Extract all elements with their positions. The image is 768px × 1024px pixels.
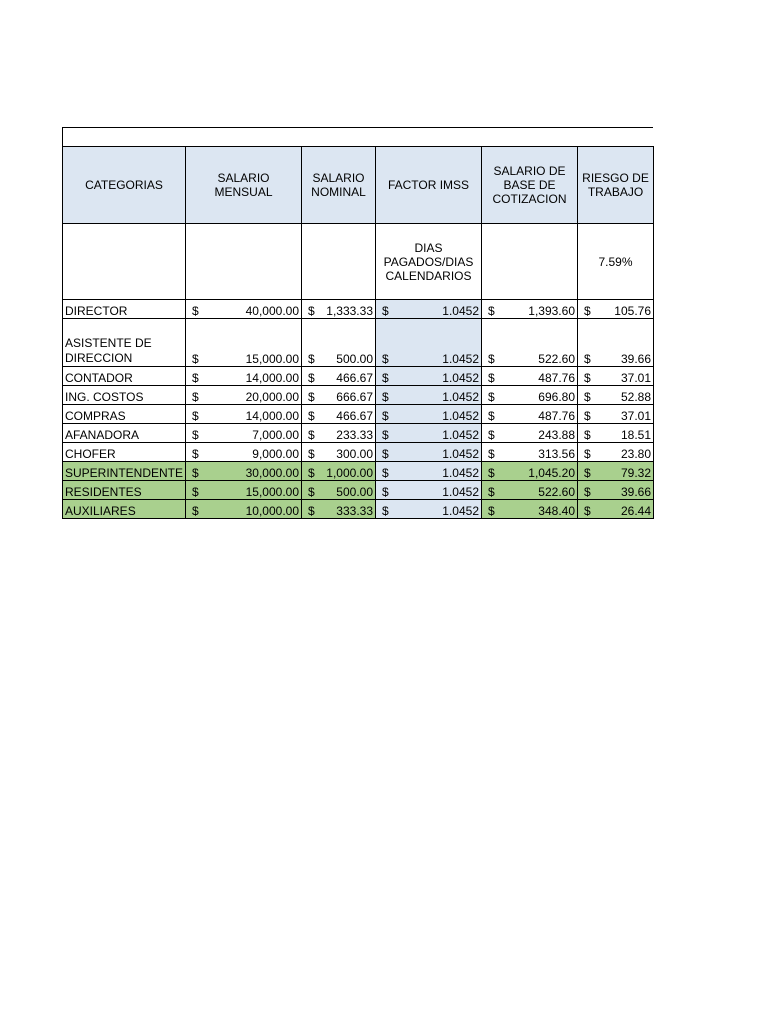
currency-symbol: $ — [382, 371, 389, 385]
amount: 333.33 — [336, 504, 373, 518]
amount: 20,000.00 — [245, 390, 299, 404]
currency-value — [484, 428, 575, 442]
amount: 500.00 — [336, 352, 373, 366]
currency-symbol: $ — [382, 447, 389, 461]
salario-mensual-cell[interactable] — [186, 367, 302, 386]
header-row — [63, 147, 654, 224]
salario-base-cell[interactable] — [482, 386, 578, 405]
currency-value — [580, 485, 651, 499]
currency-symbol: $ — [584, 390, 591, 404]
amount: 9,000.00 — [252, 447, 299, 461]
amount: 696.80 — [538, 390, 575, 404]
currency-value — [580, 504, 651, 518]
currency-value — [188, 447, 299, 461]
header-salario-nominal[interactable]: SALARIO NOMINAL — [302, 147, 376, 224]
currency-value — [188, 485, 299, 499]
riesgo-cell[interactable] — [578, 462, 654, 481]
currency-symbol: $ — [584, 304, 591, 318]
currency-value — [484, 409, 575, 423]
factor-imss-cell[interactable] — [376, 367, 482, 386]
amount: 10,000.00 — [245, 504, 299, 518]
currency-value — [378, 409, 479, 423]
currency-symbol: $ — [308, 390, 315, 404]
salario-base-cell[interactable] — [482, 405, 578, 424]
salario-base-cell[interactable] — [482, 500, 578, 519]
currency-symbol: $ — [488, 304, 495, 318]
currency-symbol: $ — [488, 447, 495, 461]
currency-symbol: $ — [192, 428, 199, 442]
salario-mensual-cell[interactable] — [186, 405, 302, 424]
currency-value — [188, 304, 299, 318]
subheader-empty-cell[interactable] — [302, 224, 376, 300]
category-cell[interactable]: CONTADOR — [63, 367, 186, 386]
salario-nominal-cell[interactable] — [302, 462, 376, 481]
currency-symbol: $ — [308, 428, 315, 442]
table-row — [63, 367, 654, 386]
currency-symbol: $ — [308, 447, 315, 461]
salario-mensual-cell[interactable] — [186, 443, 302, 462]
salario-mensual-cell[interactable] — [186, 462, 302, 481]
currency-value — [188, 390, 299, 404]
currency-value — [378, 371, 479, 385]
currency-symbol: $ — [308, 304, 315, 318]
riesgo-cell[interactable] — [578, 319, 654, 367]
currency-symbol: $ — [382, 390, 389, 404]
amount: 1.0452 — [442, 485, 479, 499]
table-row — [63, 319, 654, 367]
currency-value — [304, 447, 373, 461]
currency-value — [378, 447, 479, 461]
category-cell[interactable]: RESIDENTES — [63, 481, 186, 500]
currency-value — [304, 371, 373, 385]
currency-value — [378, 304, 479, 318]
currency-value — [304, 466, 373, 480]
salario-mensual-cell[interactable] — [186, 424, 302, 443]
amount: 7,000.00 — [252, 428, 299, 442]
table-row — [63, 405, 654, 424]
currency-symbol: $ — [192, 504, 199, 518]
currency-value — [484, 447, 575, 461]
category-cell[interactable]: AUXILIARES — [63, 500, 186, 519]
amount: 233.33 — [336, 428, 373, 442]
currency-symbol: $ — [382, 304, 389, 318]
salario-base-cell[interactable] — [482, 481, 578, 500]
salario-nominal-cell[interactable] — [302, 424, 376, 443]
amount: 39.66 — [620, 485, 651, 499]
currency-value — [304, 304, 373, 318]
amount: 52.88 — [620, 390, 651, 404]
header-salario-mensual[interactable]: SALARIO MENSUAL — [186, 147, 302, 224]
currency-value — [304, 390, 373, 404]
factor-imss-cell[interactable] — [376, 386, 482, 405]
riesgo-cell[interactable] — [578, 367, 654, 386]
amount: 79.32 — [620, 466, 651, 480]
amount: 39.66 — [620, 352, 651, 366]
amount: 1,393.60 — [528, 304, 575, 318]
salario-nominal-cell[interactable] — [302, 481, 376, 500]
currency-value — [580, 447, 651, 461]
subheader-empty-cell[interactable] — [482, 224, 578, 300]
spreadsheet — [62, 127, 653, 519]
salario-nominal-cell[interactable] — [302, 300, 376, 319]
currency-symbol: $ — [488, 504, 495, 518]
currency-value — [188, 409, 299, 423]
factor-imss-cell[interactable] — [376, 424, 482, 443]
amount: 466.67 — [336, 409, 373, 423]
salario-base-cell[interactable] — [482, 367, 578, 386]
currency-value — [580, 409, 651, 423]
amount: 15,000.00 — [245, 352, 299, 366]
currency-symbol: $ — [382, 485, 389, 499]
salario-base-cell[interactable] — [482, 319, 578, 367]
currency-symbol: $ — [584, 428, 591, 442]
currency-symbol: $ — [308, 466, 315, 480]
category-cell[interactable]: ING. COSTOS — [63, 386, 186, 405]
currency-symbol: $ — [584, 447, 591, 461]
factor-imss-cell[interactable] — [376, 300, 482, 319]
currency-value — [378, 466, 479, 480]
header-categorias[interactable]: CATEGORIAS — [63, 147, 186, 224]
riesgo-cell[interactable] — [578, 443, 654, 462]
category-cell[interactable]: CHOFER — [63, 443, 186, 462]
category-cell[interactable]: ASISTENTE DE DIRECCION — [63, 319, 186, 367]
riesgo-cell[interactable] — [578, 424, 654, 443]
currency-value — [580, 466, 651, 480]
riesgo-cell[interactable] — [578, 405, 654, 424]
currency-symbol: $ — [192, 447, 199, 461]
amount: 1.0452 — [442, 428, 479, 442]
amount: 37.01 — [620, 409, 651, 423]
amount: 1.0452 — [442, 447, 479, 461]
amount: 26.44 — [620, 504, 651, 518]
salary-table — [62, 146, 654, 519]
amount: 1.0452 — [442, 409, 479, 423]
currency-value — [188, 504, 299, 518]
amount: 348.40 — [538, 504, 575, 518]
currency-value — [304, 352, 373, 366]
currency-value — [484, 504, 575, 518]
currency-symbol: $ — [488, 371, 495, 385]
salario-base-cell[interactable] — [482, 462, 578, 481]
salario-nominal-cell[interactable] — [302, 319, 376, 367]
currency-value — [304, 409, 373, 423]
currency-value — [484, 466, 575, 480]
salario-mensual-cell[interactable] — [186, 500, 302, 519]
currency-symbol: $ — [192, 352, 199, 366]
currency-value — [484, 390, 575, 404]
amount: 666.67 — [336, 390, 373, 404]
currency-symbol: $ — [488, 409, 495, 423]
amount: 1,000.00 — [326, 466, 373, 480]
currency-symbol: $ — [584, 485, 591, 499]
salario-nominal-cell[interactable] — [302, 443, 376, 462]
currency-value — [580, 371, 651, 385]
amount: 1.0452 — [442, 371, 479, 385]
amount: 1,333.33 — [326, 304, 373, 318]
table-row — [63, 443, 654, 462]
amount: 23.80 — [620, 447, 651, 461]
currency-value — [378, 352, 479, 366]
salario-mensual-cell[interactable] — [186, 300, 302, 319]
currency-value — [188, 371, 299, 385]
currency-symbol: $ — [192, 485, 199, 499]
currency-value — [580, 304, 651, 318]
currency-symbol: $ — [192, 371, 199, 385]
currency-symbol: $ — [584, 371, 591, 385]
salario-nominal-cell[interactable] — [302, 500, 376, 519]
currency-symbol: $ — [488, 352, 495, 366]
riesgo-cell[interactable] — [578, 481, 654, 500]
amount: 313.56 — [538, 447, 575, 461]
currency-symbol: $ — [192, 409, 199, 423]
amount: 487.76 — [538, 371, 575, 385]
currency-value — [484, 371, 575, 385]
subheader-riesgo-pct[interactable]: 7.59% — [578, 224, 654, 300]
salario-base-cell[interactable] — [482, 300, 578, 319]
subheader-empty-cell[interactable] — [186, 224, 302, 300]
amount: 14,000.00 — [245, 409, 299, 423]
riesgo-cell[interactable] — [578, 386, 654, 405]
amount: 487.76 — [538, 409, 575, 423]
currency-symbol: $ — [192, 304, 199, 318]
amount: 522.60 — [538, 352, 575, 366]
header-factor-imss[interactable]: FACTOR IMSS — [376, 147, 482, 224]
currency-symbol: $ — [382, 428, 389, 442]
salario-mensual-cell[interactable] — [186, 386, 302, 405]
currency-symbol: $ — [382, 352, 389, 366]
currency-value — [304, 428, 373, 442]
currency-symbol: $ — [308, 371, 315, 385]
category-cell[interactable]: AFANADORA — [63, 424, 186, 443]
empty-top-row[interactable] — [62, 127, 653, 146]
factor-imss-cell[interactable] — [376, 405, 482, 424]
currency-symbol: $ — [382, 504, 389, 518]
table-row — [63, 300, 654, 319]
salario-base-cell[interactable] — [482, 443, 578, 462]
amount: 105.76 — [614, 304, 651, 318]
amount: 30,000.00 — [245, 466, 299, 480]
category-cell[interactable]: SUPERINTENDENTE — [63, 462, 186, 481]
header-riesgo[interactable]: RIESGO DE TRABAJO — [578, 147, 654, 224]
currency-symbol: $ — [488, 466, 495, 480]
currency-value — [188, 352, 299, 366]
currency-symbol: $ — [308, 409, 315, 423]
currency-symbol: $ — [192, 466, 199, 480]
salario-base-cell[interactable] — [482, 424, 578, 443]
amount: 500.00 — [336, 485, 373, 499]
salario-mensual-cell[interactable] — [186, 481, 302, 500]
salario-nominal-cell[interactable] — [302, 405, 376, 424]
amount: 15,000.00 — [245, 485, 299, 499]
amount: 466.67 — [336, 371, 373, 385]
amount: 1.0452 — [442, 390, 479, 404]
currency-value — [188, 428, 299, 442]
amount: 1.0452 — [442, 304, 479, 318]
currency-value — [378, 485, 479, 499]
amount: 522.60 — [538, 485, 575, 499]
currency-value — [378, 504, 479, 518]
currency-value — [580, 352, 651, 366]
currency-symbol: $ — [382, 466, 389, 480]
salario-nominal-cell[interactable] — [302, 367, 376, 386]
currency-symbol: $ — [488, 485, 495, 499]
amount: 14,000.00 — [245, 371, 299, 385]
amount: 300.00 — [336, 447, 373, 461]
currency-symbol: $ — [584, 466, 591, 480]
currency-value — [580, 390, 651, 404]
category-cell[interactable]: DIRECTOR — [63, 300, 186, 319]
currency-symbol: $ — [584, 352, 591, 366]
category-cell[interactable]: COMPRAS — [63, 405, 186, 424]
currency-symbol: $ — [308, 485, 315, 499]
factor-imss-cell[interactable] — [376, 443, 482, 462]
amount: 1.0452 — [442, 466, 479, 480]
riesgo-cell[interactable] — [578, 300, 654, 319]
amount: 18.51 — [620, 428, 651, 442]
table-row — [63, 481, 654, 500]
subheader-factor-note[interactable]: DIAS PAGADOS/DIAS CALENDARIOS — [376, 224, 482, 300]
currency-value — [484, 352, 575, 366]
table-row — [63, 424, 654, 443]
factor-imss-cell[interactable] — [376, 462, 482, 481]
currency-symbol: $ — [308, 352, 315, 366]
currency-value — [484, 485, 575, 499]
subheader-row — [63, 224, 654, 300]
currency-value — [304, 485, 373, 499]
currency-symbol: $ — [382, 409, 389, 423]
header-salario-base[interactable]: SALARIO DE BASE DE COTIZACION — [482, 147, 578, 224]
amount: 37.01 — [620, 371, 651, 385]
currency-symbol: $ — [308, 504, 315, 518]
amount: 40,000.00 — [245, 304, 299, 318]
currency-value — [304, 504, 373, 518]
currency-symbol: $ — [192, 390, 199, 404]
amount: 1,045.20 — [528, 466, 575, 480]
currency-symbol: $ — [488, 390, 495, 404]
currency-symbol: $ — [488, 428, 495, 442]
factor-imss-cell[interactable] — [376, 319, 482, 367]
currency-value — [378, 428, 479, 442]
salario-nominal-cell[interactable] — [302, 386, 376, 405]
amount: 1.0452 — [442, 504, 479, 518]
currency-symbol: $ — [584, 504, 591, 518]
currency-value — [484, 304, 575, 318]
amount: 1.0452 — [442, 352, 479, 366]
currency-value — [378, 390, 479, 404]
currency-symbol: $ — [584, 409, 591, 423]
subheader-empty-cell[interactable] — [63, 224, 186, 300]
factor-imss-cell[interactable] — [376, 481, 482, 500]
currency-value — [580, 428, 651, 442]
salario-mensual-cell[interactable] — [186, 319, 302, 367]
table-row — [63, 386, 654, 405]
table-row — [63, 462, 654, 481]
amount: 243.88 — [538, 428, 575, 442]
factor-imss-cell[interactable] — [376, 500, 482, 519]
currency-value — [188, 466, 299, 480]
table-row — [63, 500, 654, 519]
riesgo-cell[interactable] — [578, 500, 654, 519]
